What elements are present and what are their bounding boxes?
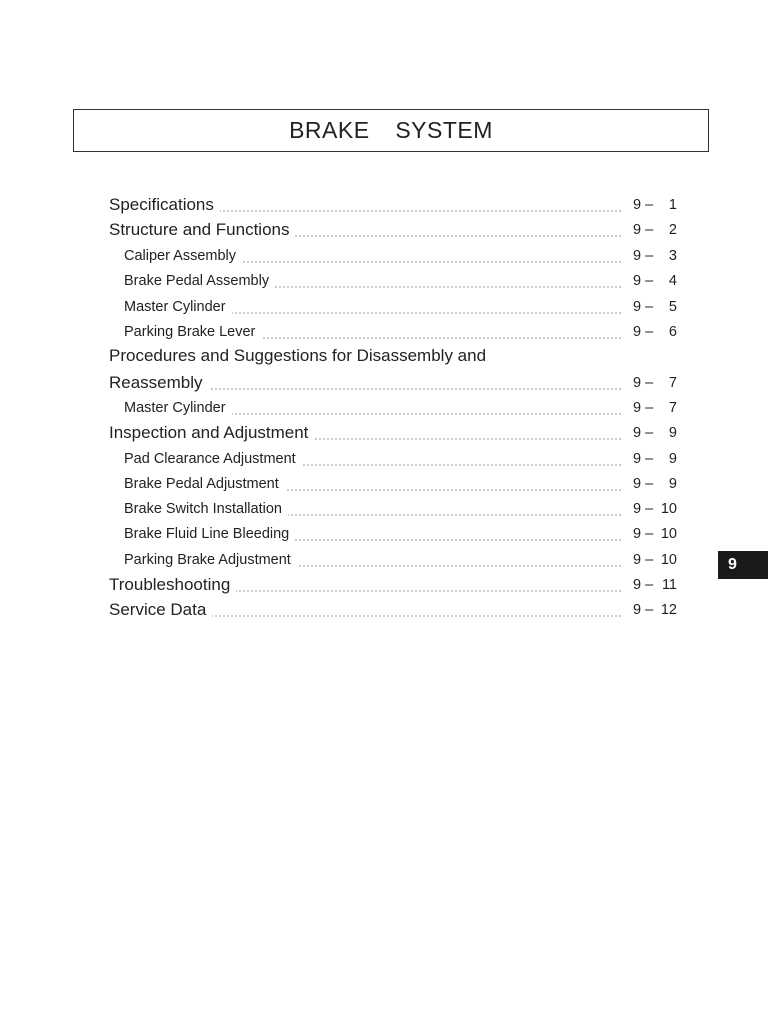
toc-entry[interactable] xyxy=(0,320,768,345)
toc-entry[interactable] xyxy=(0,244,768,269)
toc-entry-page: 2 xyxy=(668,222,677,238)
toc-entry-label: Parking Brake Adjustment xyxy=(124,552,291,568)
toc-entry[interactable] xyxy=(0,548,768,573)
toc-entry-chapter: 9 – xyxy=(633,324,654,340)
toc-entry-label: Reassembly xyxy=(109,373,203,392)
toc-entry-chapter: 9 – xyxy=(633,526,654,542)
toc-entry[interactable] xyxy=(0,522,768,547)
toc-entry-page: 9 xyxy=(668,425,677,441)
toc-entry-chapter: 9 – xyxy=(633,248,654,264)
toc-entry-chapter: 9 – xyxy=(633,299,654,315)
toc-dot-leader xyxy=(314,438,622,440)
toc-entry-page: 10 xyxy=(660,552,677,568)
toc-entry-page: 9 xyxy=(668,476,677,492)
toc-entry-label: Brake Switch Installation xyxy=(124,501,282,517)
toc-entry-chapter: 9 – xyxy=(633,425,654,441)
toc-entry-label: Specifications xyxy=(109,195,214,214)
toc-entry-chapter: 9 – xyxy=(633,197,654,213)
toc-dot-leader xyxy=(297,565,622,567)
toc-entry-page: 10 xyxy=(660,501,677,517)
toc-entry-label: Caliper Assembly xyxy=(124,248,237,264)
toc-entry-page: 12 xyxy=(660,602,677,618)
toc-entry-label: Brake Pedal Assembly xyxy=(124,273,270,289)
toc-entry-label: Parking Brake Lever xyxy=(124,324,256,340)
toc-entry-label: Pad Clearance Adjustment xyxy=(124,451,296,467)
toc-entry-chapter: 9 – xyxy=(633,222,654,238)
toc-entry-chapter: 9 – xyxy=(633,273,654,289)
toc-entry-page: 1 xyxy=(668,197,677,213)
toc-dot-leader xyxy=(285,489,622,491)
toc-dot-leader xyxy=(232,413,622,415)
toc-entry[interactable] xyxy=(0,421,768,446)
toc-entry[interactable] xyxy=(0,218,768,243)
toc-entry[interactable] xyxy=(0,295,768,320)
toc-entry-label: Master Cylinder xyxy=(124,299,226,315)
toc-entry-chapter: 9 – xyxy=(633,375,654,391)
toc-entry-page: 5 xyxy=(668,299,677,315)
toc-entry-label: Troubleshooting xyxy=(109,575,231,594)
toc-dot-leader xyxy=(295,235,622,237)
toc-entry-page: 9 xyxy=(668,451,677,467)
toc-heading-procedures-line1: Procedures and Suggestions for Disassembly and xyxy=(109,346,487,365)
toc-entry-label: Structure and Functions xyxy=(109,220,290,239)
toc-entry-chapter: 9 – xyxy=(633,552,654,568)
toc-dot-leader xyxy=(288,514,622,516)
toc-entry-page: 7 xyxy=(668,400,677,416)
toc-dot-leader xyxy=(275,286,622,288)
toc-entry[interactable] xyxy=(0,497,768,522)
toc-dot-leader xyxy=(212,615,622,617)
toc-entry-page: 4 xyxy=(668,273,677,289)
toc-entry[interactable] xyxy=(0,396,768,421)
toc-entry-chapter: 9 – xyxy=(633,476,654,492)
toc-entry-label: Brake Pedal Adjustment xyxy=(124,476,279,492)
toc-entry-chapter: 9 – xyxy=(633,501,654,517)
toc-entry-chapter: 9 – xyxy=(633,577,654,593)
toc-entry-page: 11 xyxy=(661,577,677,593)
toc-dot-leader xyxy=(261,337,622,339)
toc-entry[interactable] xyxy=(0,598,768,623)
toc-entry[interactable] xyxy=(0,447,768,472)
toc-entry[interactable] xyxy=(0,193,768,218)
toc-entry[interactable] xyxy=(0,269,768,294)
toc-entry-label: Inspection and Adjustment xyxy=(109,423,309,442)
toc-entry[interactable] xyxy=(0,472,768,497)
toc-entry[interactable] xyxy=(0,371,768,396)
toc-entry-page: 6 xyxy=(668,324,677,340)
toc-entry-label: Service Data xyxy=(109,600,207,619)
toc-entry-chapter: 9 – xyxy=(633,400,654,416)
toc-entry-page: 3 xyxy=(668,248,677,264)
toc-entry-label: Master Cylinder xyxy=(124,400,226,416)
toc-entry-label: Brake Fluid Line Bleeding xyxy=(124,526,290,542)
chapter-title: BRAKE SYSTEM xyxy=(289,117,493,143)
toc-dot-leader xyxy=(236,590,622,592)
toc-dot-leader xyxy=(295,539,622,541)
toc-dot-leader xyxy=(232,312,622,314)
toc-entry-page: 7 xyxy=(668,375,677,391)
toc-dot-leader xyxy=(220,210,622,212)
chapter-tab xyxy=(718,551,768,579)
toc-entry[interactable] xyxy=(0,573,768,598)
toc-entry-chapter: 9 – xyxy=(633,602,654,618)
toc-entry-page: 10 xyxy=(660,526,677,542)
chapter-tab-number: 9 xyxy=(728,556,737,573)
toc-entry-chapter: 9 – xyxy=(633,451,654,467)
toc-dot-leader xyxy=(242,261,622,263)
toc-dot-leader xyxy=(302,464,622,466)
toc-dot-leader xyxy=(209,388,622,390)
